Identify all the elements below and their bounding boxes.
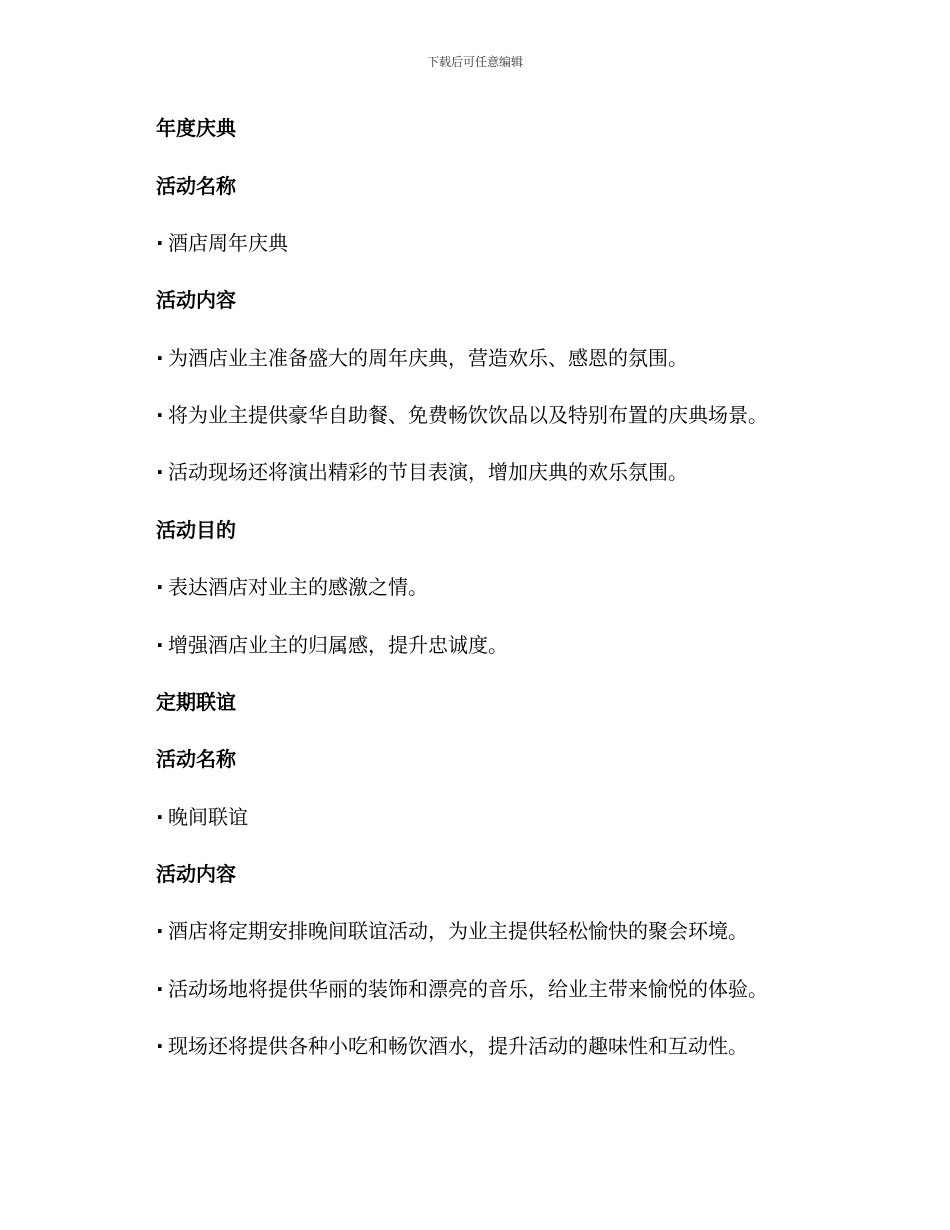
list-item-text: 酒店周年庆典	[168, 231, 288, 255]
subheading-activity-content: 活动内容	[156, 862, 236, 886]
list-item	[156, 573, 428, 601]
list-item-text: 增强酒店业主的归属感，提升忠诚度。	[168, 633, 508, 657]
list-item	[156, 1032, 748, 1060]
list-item-text: 酒店将定期安排晚间联谊活动，为业主提供轻松愉快的聚会环境。	[168, 919, 748, 943]
bullet-icon: ·	[156, 633, 164, 657]
list-item-text: 将为业主提供豪华自助餐、免费畅饮饮品以及特别布置的庆典场景。	[168, 403, 768, 427]
list-item-text: 活动场地将提供华丽的装饰和漂亮的音乐，给业主带来愉悦的体验。	[168, 977, 768, 1001]
list-item	[156, 401, 768, 429]
bullet-icon: ·	[156, 231, 164, 255]
bullet-icon: ·	[156, 575, 164, 599]
list-item	[156, 344, 688, 372]
section-title: 定期联谊	[156, 690, 236, 714]
list-item	[156, 975, 768, 1003]
bullet-icon: ·	[156, 403, 164, 427]
list-item-text: 晚间联谊	[168, 805, 248, 829]
section-title: 年度庆典	[156, 116, 236, 140]
list-item	[156, 917, 748, 945]
page-header: 下载后可任意编辑	[426, 55, 523, 69]
list-item-text: 活动现场还将演出精彩的节目表演，增加庆典的欢乐氛围。	[168, 460, 688, 484]
bullet-icon: ·	[156, 919, 164, 943]
list-item	[156, 803, 248, 831]
subheading-activity-name: 活动名称	[156, 174, 236, 198]
list-item-text: 为酒店业主准备盛大的周年庆典，营造欢乐、感恩的氛围。	[168, 346, 688, 370]
list-item-text: 现场还将提供各种小吃和畅饮酒水，提升活动的趣味性和互动性。	[168, 1034, 748, 1058]
list-item	[156, 458, 688, 486]
bullet-icon: ·	[156, 1034, 164, 1058]
subheading-activity-purpose: 活动目的	[156, 518, 236, 542]
bullet-icon: ·	[156, 346, 164, 370]
bullet-icon: ·	[156, 460, 164, 484]
list-item	[156, 631, 508, 659]
subheading-activity-name: 活动名称	[156, 747, 236, 771]
list-item	[156, 229, 288, 257]
subheading-activity-content: 活动内容	[156, 288, 236, 312]
list-item-text: 表达酒店对业主的感激之情。	[168, 575, 428, 599]
bullet-icon: ·	[156, 977, 164, 1001]
bullet-icon: ·	[156, 805, 164, 829]
